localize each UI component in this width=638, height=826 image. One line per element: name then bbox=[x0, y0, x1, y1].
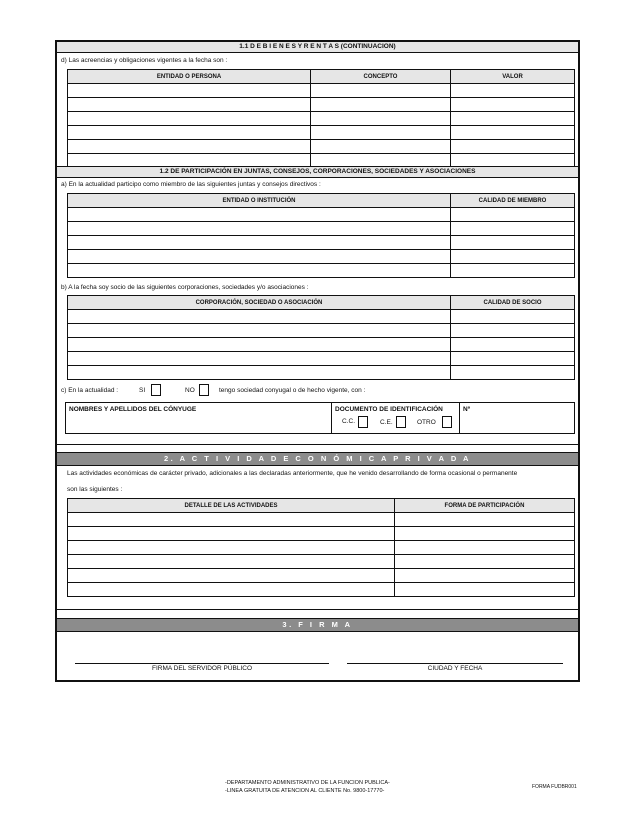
footer bbox=[225, 779, 390, 795]
table-cell[interactable] bbox=[451, 222, 575, 236]
table-cell[interactable] bbox=[395, 541, 575, 555]
table-cell[interactable] bbox=[451, 324, 575, 338]
table-cell[interactable] bbox=[68, 310, 451, 324]
table-cell[interactable] bbox=[68, 250, 451, 264]
table-row bbox=[68, 140, 575, 154]
city-date-line[interactable] bbox=[347, 663, 563, 664]
id-number-label: Nº bbox=[463, 406, 471, 413]
table-row bbox=[68, 583, 575, 597]
table-row bbox=[68, 324, 575, 338]
table-cell[interactable] bbox=[451, 338, 575, 352]
table-cell[interactable] bbox=[451, 140, 575, 154]
section-2-description-cont: son las siguientes : bbox=[67, 486, 123, 493]
table-cell[interactable] bbox=[68, 324, 451, 338]
activities-col-detail: DETALLE DE LAS ACTIVIDADES bbox=[68, 499, 395, 513]
ce-checkbox[interactable] bbox=[396, 416, 406, 428]
cc-label: C.C. bbox=[342, 418, 355, 425]
question-b: b) A la fecha soy socio de las siguientes corporaciones, sociedades y/o asociaciones : bbox=[61, 284, 309, 291]
table-row bbox=[68, 366, 575, 380]
table-cell[interactable] bbox=[451, 126, 575, 140]
no-checkbox[interactable] bbox=[199, 384, 209, 396]
boards-col-entity: ENTIDAD O INSTITUCIÓN bbox=[68, 194, 451, 208]
table-cell[interactable] bbox=[311, 126, 451, 140]
signature-label: FIRMA DEL SERVIDOR PÚBLICO bbox=[151, 665, 253, 672]
footer-line-1: -DEPARTAMENTO ADMINISTRATIVO DE LA FUNCION PUBLICA- bbox=[225, 780, 390, 786]
divider bbox=[331, 403, 332, 433]
form-code: FORMA FUDBR001 bbox=[532, 784, 577, 790]
table-cell[interactable] bbox=[451, 250, 575, 264]
table-cell[interactable] bbox=[451, 98, 575, 112]
table-cell[interactable] bbox=[395, 583, 575, 597]
table-row bbox=[68, 527, 575, 541]
table-cell[interactable] bbox=[68, 569, 395, 583]
question-d: d) Las acreencias y obligaciones vigentes a la fecha son : bbox=[61, 57, 228, 64]
table-cell[interactable] bbox=[311, 98, 451, 112]
section-1-2-title: 1.2 DE PARTICIPACIÓN EN JUNTAS, CONSEJOS, CORPORACIONES, SOCIEDADES Y ASOCIACIONES bbox=[159, 168, 476, 175]
table-cell[interactable] bbox=[68, 541, 395, 555]
section-3-title: 3. F I R M A bbox=[282, 620, 353, 629]
table-row bbox=[68, 126, 575, 140]
activities-table bbox=[67, 498, 575, 597]
spouse-name-label: NOMBRES Y APELLIDOS DEL CÓNYUGE bbox=[69, 406, 197, 413]
yes-label: SI bbox=[139, 387, 146, 394]
table-cell[interactable] bbox=[68, 352, 451, 366]
table-cell[interactable] bbox=[395, 513, 575, 527]
debts-table bbox=[67, 69, 575, 168]
table-cell[interactable] bbox=[451, 366, 575, 380]
table-cell[interactable] bbox=[395, 569, 575, 583]
table-cell[interactable] bbox=[68, 513, 395, 527]
debts-col-entity: ENTIDAD O PERSONA bbox=[68, 70, 311, 84]
table-cell[interactable] bbox=[451, 84, 575, 98]
question-a: a) En la actualidad participo como miembro de las siguientes juntas y consejos directivos : bbox=[61, 181, 321, 188]
other-checkbox[interactable] bbox=[442, 416, 452, 428]
partners-table bbox=[67, 295, 575, 380]
table-cell[interactable] bbox=[395, 555, 575, 569]
table-row bbox=[68, 264, 575, 278]
partners-col-role: CALIDAD DE SOCIO bbox=[451, 296, 575, 310]
form-frame bbox=[55, 40, 580, 682]
table-cell[interactable] bbox=[395, 527, 575, 541]
table-row bbox=[68, 236, 575, 250]
table-cell[interactable] bbox=[68, 236, 451, 250]
table-cell[interactable] bbox=[68, 84, 311, 98]
signature-line[interactable] bbox=[75, 663, 329, 664]
table-row bbox=[68, 222, 575, 236]
table-row bbox=[68, 84, 575, 98]
table-cell[interactable] bbox=[311, 84, 451, 98]
table-row bbox=[68, 98, 575, 112]
table-cell[interactable] bbox=[68, 126, 311, 140]
table-cell[interactable] bbox=[68, 264, 451, 278]
table-cell[interactable] bbox=[451, 352, 575, 366]
table-row bbox=[68, 352, 575, 366]
activities-col-participation: FORMA DE PARTICIPACIÓN bbox=[395, 499, 575, 513]
debts-col-value: VALOR bbox=[451, 70, 575, 84]
divider bbox=[57, 609, 578, 610]
yes-checkbox[interactable] bbox=[151, 384, 161, 396]
section-1-2-header bbox=[57, 166, 578, 178]
other-label: OTRO bbox=[417, 419, 436, 426]
partners-col-corporation: CORPORACIÓN, SOCIEDAD O ASOCIACIÓN bbox=[68, 296, 451, 310]
id-document-label: DOCUMENTO DE IDENTIFICACIÓN bbox=[335, 406, 443, 413]
section-3-header bbox=[57, 618, 578, 632]
divider bbox=[57, 444, 578, 445]
divider bbox=[459, 403, 460, 433]
section-2-header bbox=[57, 452, 578, 466]
table-row bbox=[68, 338, 575, 352]
table-cell[interactable] bbox=[68, 140, 311, 154]
footer-line-2: -LINEA GRATUITA DE ATENCION AL CLIENTE No. 9800-17770- bbox=[225, 788, 385, 794]
table-cell[interactable] bbox=[451, 236, 575, 250]
table-row bbox=[68, 513, 575, 527]
table-row bbox=[68, 112, 575, 126]
table-cell[interactable] bbox=[68, 98, 311, 112]
boards-col-role: CALIDAD DE MIEMBRO bbox=[451, 194, 575, 208]
table-cell[interactable] bbox=[311, 112, 451, 126]
table-cell[interactable] bbox=[451, 112, 575, 126]
section-1-1-title: 1.1 D E B I E N E S Y R E N T A S (CONTINUACION) bbox=[239, 43, 396, 50]
table-cell[interactable] bbox=[68, 583, 395, 597]
question-c-suffix: tengo sociedad conyugal o de hecho vigente, con : bbox=[219, 387, 366, 394]
debts-col-concept: CONCEPTO bbox=[311, 70, 451, 84]
table-row bbox=[68, 310, 575, 324]
table-row bbox=[68, 208, 575, 222]
table-cell[interactable] bbox=[68, 527, 395, 541]
cc-checkbox[interactable] bbox=[358, 416, 368, 428]
table-cell[interactable] bbox=[68, 112, 311, 126]
boards-table bbox=[67, 193, 575, 278]
city-date-label: CIUDAD Y FECHA bbox=[427, 665, 483, 672]
no-label: NO bbox=[185, 387, 195, 394]
table-cell[interactable] bbox=[451, 208, 575, 222]
table-cell[interactable] bbox=[68, 366, 451, 380]
table-row bbox=[68, 541, 575, 555]
table-cell[interactable] bbox=[311, 140, 451, 154]
section-2-description: Las actividades económicas de carácter privado, adicionales a las declaradas anteriormente, que he venido desarrollando de forma ocasional o permanente bbox=[67, 470, 518, 477]
table-cell[interactable] bbox=[451, 310, 575, 324]
spouse-box bbox=[65, 402, 575, 434]
ce-label: C.E. bbox=[380, 419, 393, 426]
section-1-1-header bbox=[57, 42, 578, 53]
section-2-title: 2. A C T I V I D A D E C O N Ó M I C A P R I V A D A bbox=[164, 454, 471, 463]
table-row bbox=[68, 250, 575, 264]
table-cell[interactable] bbox=[68, 338, 451, 352]
question-c: c) En la actualidad : bbox=[61, 387, 119, 394]
table-cell[interactable] bbox=[68, 222, 451, 236]
table-cell[interactable] bbox=[68, 208, 451, 222]
table-cell[interactable] bbox=[451, 264, 575, 278]
table-row bbox=[68, 569, 575, 583]
table-row bbox=[68, 555, 575, 569]
table-cell[interactable] bbox=[68, 555, 395, 569]
